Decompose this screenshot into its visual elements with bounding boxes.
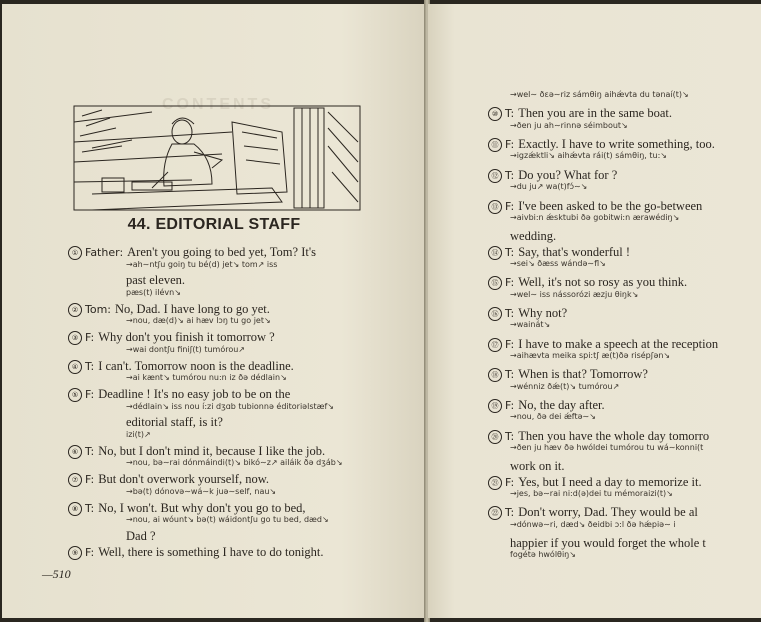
line-number: ② [68,303,82,317]
dialogue-line [68,359,294,374]
speaker-label: F: [505,276,515,290]
dialogue-text: Don't worry, Dad. They would be al [518,505,698,520]
left-page [2,4,426,618]
line-number: ⑬ [488,200,502,214]
line-number: ⑧ [68,502,82,516]
line-number: ⑭ [488,246,502,260]
dialogue-line [488,367,648,382]
phonetic-line: →nou, ai wóunt↘ bə(t) wáidontʃu go tu bed, dæd↘ [126,515,329,525]
dialogue-text: Dad ? [126,529,156,543]
dialogue-text: work on it. [510,459,565,474]
dialogue-text: No, the day after. [518,398,605,412]
line-number: ④ [68,360,82,374]
phonetic-line: →du ju↗ wa(t)fɔ́∼↘ [510,182,588,192]
speaker-label: Tom: [85,302,112,316]
dialogue-line [126,529,156,543]
speaker-label: F: [505,337,515,351]
speaker-label: F: [85,331,95,345]
line-number: ⑨ [68,546,82,560]
phonetic-line: →wénniz ðǽ(t)↘ tumórou↗ [510,381,620,391]
illustration-man-writing [72,102,362,212]
speaker-label: T: [85,501,95,515]
dialogue-text: Say, that's wonderful ! [518,244,631,259]
phonetic-line: pæs(t) ilévn↘ [126,287,181,297]
dialogue-text: Then you are in the same boat. [518,106,672,121]
dialogue-text: happier if you would forget the whole t [510,536,706,551]
dialogue-text: Do you? What for ? [518,167,618,182]
dialogue-line [510,459,565,473]
chapter-title: 44. EDITORIAL STAFF [127,216,301,233]
dialogue-text: I've been asked to be the go-between [518,198,703,213]
dialogue-line [68,501,306,516]
dialogue-text: Why don't you finish it tomorrow ? [98,330,275,345]
dialogue-line [488,306,567,321]
dialogue-text: Aren't you going to bed yet, Tom? It's [127,245,316,259]
dialogue-text: Yes, but I need a day to memorize it. [518,474,702,489]
speaker-label: T: [505,168,515,182]
dialogue-line [126,273,185,287]
dialogue-line [488,337,718,352]
phonetic-line: →ah∼ntʃu goiŋ tu bé(d) jet↘ tom↗ iss [126,259,278,269]
phonetic-line: →sei↘ ðæss wándə∼fl↘ [510,258,606,268]
dialogue-text: past eleven. [126,273,186,288]
line-number: ⑯ [488,307,502,321]
dialogue-line [488,429,709,444]
line-number: ⑦ [68,473,82,487]
dialogue-line [68,545,324,560]
line-number: ③ [68,331,82,345]
speaker-label: T: [85,359,95,373]
dialogue-text: I have to make a speech at the reception [518,336,719,351]
phonetic-line: fogétə hwólθiŋ↘ [510,550,576,560]
line-number: ⑱ [488,368,502,382]
speaker-label: F: [85,388,95,401]
speaker-label: T: [85,444,95,458]
line-number: ㉒ [488,506,502,520]
speaker-label: F: [85,545,95,559]
dialogue-line [510,536,706,550]
dialogue-text: No, I won't. But why don't you go to bed, [98,500,306,515]
dialogue-text: When is that? Tomorrow? [518,367,648,382]
line-number: ㉑ [488,476,502,490]
phonetic-line: →nou, ðə dei ǽftə∼↘ [510,412,596,422]
phonetic-line: →ðen ju ah∼rinnə séimbout↘ [510,120,628,130]
phonetic-line: →wel∼ ðɛə∼riz sámθiŋ aihǽvta du tənaí(t)↘ [510,90,689,99]
dialogue-line [488,245,630,260]
speaker-label: F: [505,199,515,213]
dialogue-line [68,472,269,487]
dialogue-text: Well, it's not so rosy as you think. [518,275,688,290]
dialogue-text: Deadline ! It's no easy job to be on the [98,387,291,401]
right-page [428,4,761,618]
phonetic-line: →nou, bə∼rai dónmáindi(t)↘ bikó∼z↗ ailáik ðə dʒáb↘ [126,458,343,468]
line-number: ⑰ [488,338,502,352]
line-number: ⑪ [488,138,502,152]
phonetic-line: →jes, bə∼rai ni:d(ə)dei tu mémoraizi(t)↘ [510,489,673,498]
dialogue-line [488,199,702,214]
dialogue-line [68,387,290,402]
phonetic-line: →aivbi:n ǽsktubi ðə gobitwi:n ærawédiŋ↘ [510,212,680,222]
phonetic-line: →bə(t) dónovə∼wá∼k juə∼self, nau↘ [126,486,277,496]
phonetic-line: →nou, dæ(d)↘ ai hæv lɔŋ tu go jet↘ [126,316,271,326]
phonetic-line: →wai dontʃu finiʃ(t) tumórou↗ [126,344,246,354]
dialogue-text: No, Dad. I have long to go yet. [115,301,270,316]
dialogue-text: editorial staff, is it? [126,415,223,430]
page-number: —510 [42,567,71,581]
speaker-label: T: [505,368,515,382]
dialogue-line [126,415,223,429]
phonetic-line: →wainát↘ [510,320,551,330]
dialogue-text: wedding. [510,229,557,244]
speaker-label: F: [505,475,515,489]
phonetic-line: →dónwə∼ri, dæd↘ ðeidbi ɔ:l ðə hǽpiə∼ i [510,519,676,529]
speaker-label: T: [505,245,515,259]
dialogue-line [488,137,715,152]
speaker-label: T: [505,429,515,443]
dialogue-text: But don't overwork yourself, now. [98,472,270,487]
phonetic-line: →wel∼ iss nássorózi æzju θiŋk↘ [510,289,639,299]
dialogue-line [68,302,270,317]
dialogue-line [488,475,702,490]
dialogue-line [510,229,556,243]
dialogue-text: Then you have the whole day tomorro [518,428,710,443]
dialogue-line [68,444,325,459]
line-number: ⑫ [488,169,502,183]
dialogue-line [488,168,617,183]
speaker-label: T: [505,306,515,320]
line-number: ⑮ [488,276,502,290]
speaker-label: Father: [85,246,124,259]
dialogue-text: Exactly. I have to write something, too. [518,137,715,152]
dialogue-line [488,106,672,121]
dialogue-text: No, but I don't mind it, because I like the job. [98,443,326,458]
line-number: ⑩ [488,107,502,121]
dialogue-line [488,398,605,413]
speaker-label: F: [505,399,515,412]
line-number: ⑥ [68,445,82,459]
dialogue-line [68,330,275,345]
line-number: ⑳ [488,430,502,444]
line-number: ① [68,246,82,260]
illustration-watermark: CONTENTS [162,96,274,113]
dialogue-line [68,245,316,260]
phonetic-line: →dédlain↘ iss nou í:zi dʒɑb tubionnə éditoriəlstæf↘ [126,401,335,411]
dialogue-line [488,505,698,520]
line-number: ⑤ [68,388,82,402]
dialogue-text: Well, there is something I have to do tonight. [98,544,324,559]
phonetic-line: →ðen ju hæv ðə hwóldei tumórou tu wá∼konni(t [510,443,704,452]
dialogue-text: Why not? [518,305,568,320]
speaker-label: F: [85,473,95,487]
line-number: ⑲ [488,399,502,413]
phonetic-line: →igzǽktli↘ aihǽvta rái(t) sámθiŋ, tu:↘ [510,151,667,161]
dialogue-line [488,275,687,290]
phonetic-line: →ai kænt↘ tumórou nu:n iz ðə dédlain↘ [126,373,287,383]
speaker-label: T: [505,506,515,520]
phonetic-line: izi(t)↗ [126,429,151,439]
speaker-label: T: [505,107,515,121]
dialogue-text: I can't. Tomorrow noon is the deadline. [98,358,294,373]
speaker-label: F: [505,138,515,152]
phonetic-line: →aihævta meika spi:tʃ æ(t)ðə risépʃən↘ [510,350,671,360]
